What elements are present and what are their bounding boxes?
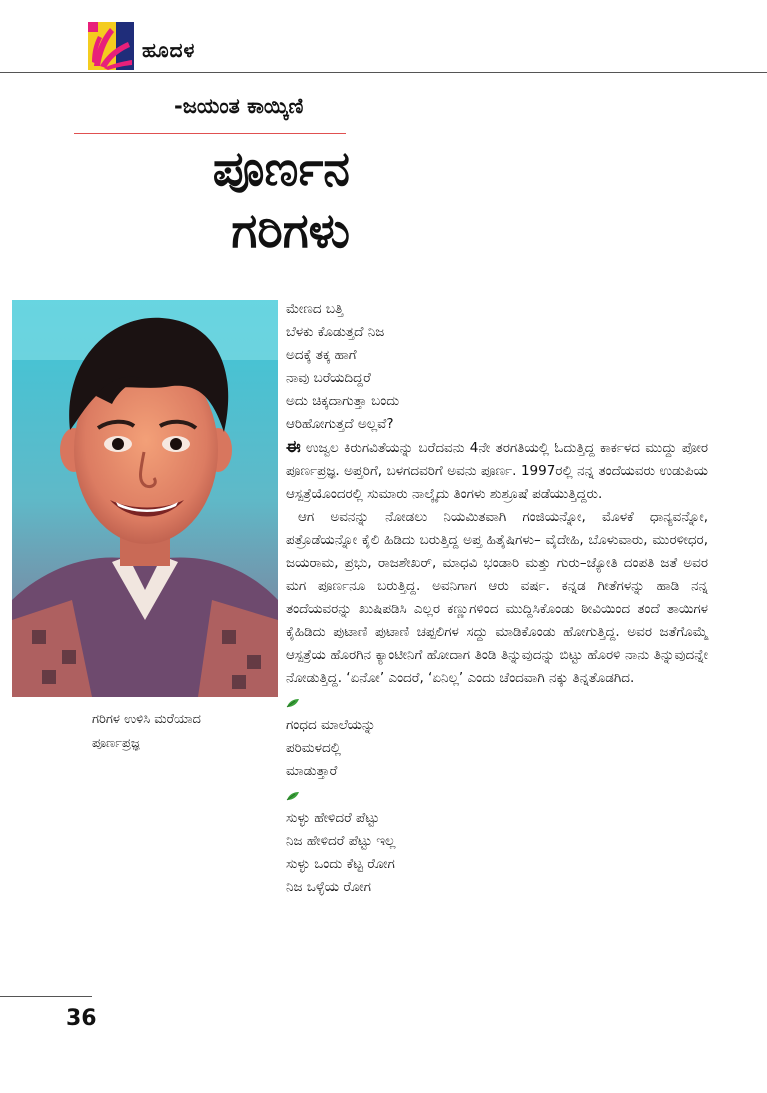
paragraph-text: ಉಜ್ವಲ ಕಿರುಗವಿತೆಯನ್ನು ಬರೆದವನು 4ನೇ ತರಗತಿಯಲ್ಲಿ ಓದುತ್ತಿದ್ದ ಕಾರ್ಕಳದ ಮುದ್ದು ಪೋರ ಪೂರ್ಣಪ್ರಜ್ಞ. ಅಪ್ತರಿಗೆ, ಬಳಗದವರಿಗೆ ಅವನು ಪೂರ್ಣ. 1997ರಲ್ಲಿ ನನ್ನ ತಂದೆಯವರು ಉಡುಪಿಯ ಆಸ್ಪತ್ರೆಯೊಂದರಲ್ಲಿ ಸುಮಾರು ನಾಲ್ಕೈದು ತಿಂಗಳು ಶುಶ್ರೂಷೆ ಪಡೆಯುತ್ತಿದ್ದರು. bbox=[286, 440, 708, 502]
article-title bbox=[150, 138, 350, 262]
caption-line: ಗರಿಗಳ ಉಳಿಸಿ ಮರೆಯಾದ bbox=[92, 712, 201, 727]
title-line: ಗರಿಗಳು bbox=[231, 203, 350, 259]
body-paragraph: ಆಗ ಅವನನ್ನು ನೋಡಲು ನಿಯಮಿತವಾಗಿ ಗಂಜಿಯನ್ನೋ, ಮೊಳಕೆ ಧಾನ್ಯವನ್ನೋ, ಪತ್ರೊಡೆಯನ್ನೋ ಕೈಲಿ ಹಿಡಿದು ಬರುತ್ತಿದ್ದ ಅಪ್ತ ಹಿತೈಷಿಗಳು– ವೈದೇಹಿ, ಬೊಳುವಾರು, ಮುರಳೀಧರ, ಜಯರಾಮ, ಪ್ರಭು, ರಾಜಶೇಖರ್, ಮಾಧವಿ ಭಂಡಾರಿ ಮತ್ತು ಗುರು–ಜ್ಯೋತಿ ದಂಪತಿ ಜತೆ ಅವರ ಮಗ ಪೂರ್ಣನೂ ಬರುತ್ತಿದ್ದ. ಅವನಿಗಾಗ ಆರು ವರ್ಷ. ಕನ್ನಡ ಗೀತೆಗಳನ್ನು ಹಾಡಿ ನನ್ನ ತಂದೆಯವರನ್ನು ಖುಷಿಪಡಿಸಿ ಎಲ್ಲರ ಕಣ್ಣುಗಳಿಂದ ಮುದ್ದಿಸಿಕೊಂಡು ಠೀವಿಯಿಂದ ತಂದೆ ತಾಯಿಗಳ ಕೈಹಿಡಿದು ಪುಟಾಣಿ ಪುಟಾಣಿ ಚಪ್ಪಲಿಗಳ ಸದ್ದು ಮಾಡಿಕೊಂಡು ಹೋಗುತ್ತಿದ್ದ. ಅವರ ಜತೆಗೊಮ್ಮೆ ಆಸ್ಪತ್ರೆಯ ಹೊರಗಿನ ಕ್ಯಾಂಟೀನಿಗೆ ಹೋದಾಗ ತಿಂಡಿ ತಿನ್ನುವುದನ್ನು ಬಿಟ್ಟು ಹೊರಳಿ ನಾನು ತಿನ್ನುವುದನ್ನೇ ನೋಡುತ್ತಿದ್ದ. ‘ಏನೋ’ ಎಂದರೆ, ‘ಏನಿಲ್ಲ’ ಎಂದು ಚೆಂದವಾಗಿ ನಕ್ಕು ತಿನ್ನತೊಡಗಿದ. bbox=[286, 509, 708, 686]
photo-caption bbox=[92, 708, 201, 756]
caption-line: ಪೂರ್ಣಪ್ರಜ್ಞ bbox=[92, 736, 140, 751]
body-paragraph bbox=[286, 436, 708, 506]
poem-line: ಅದಕ್ಕೆ ತಕ್ಕ ಹಾಗೆ bbox=[286, 347, 357, 363]
poem-line: ಸುಳ್ಳು ಒಂದು ಕೆಟ್ಟ ರೋಗ bbox=[286, 856, 395, 872]
poem-line: ಮೇಣದ ಬತ್ತಿ bbox=[286, 301, 344, 317]
poem-line: ಸುಳ್ಳು ಹೇಳಿದರೆ ಪೆಟ್ಟು bbox=[286, 810, 380, 826]
poem-line: ನಿಜ ಒಳ್ಳೆಯ ರೋಗ bbox=[286, 879, 371, 895]
poem-line: ನಿಜ ಹೇಳಿದರೆ ಪೆಟ್ಟು ಇಲ್ಲ bbox=[286, 833, 396, 849]
boy-portrait-photo bbox=[12, 300, 278, 697]
poem-line: ನಾವು ಬರೆಯದಿದ್ದರೆ bbox=[286, 370, 371, 386]
section-name: ಹೂದಳ bbox=[142, 38, 196, 62]
title-line: ಪೂರ್ಣನ bbox=[212, 141, 350, 197]
drop-cap: ಈ bbox=[286, 437, 301, 457]
poem-line: ಗಂಧದ ಮಾಲೆಯನ್ನು bbox=[286, 717, 376, 733]
title-divider bbox=[74, 133, 346, 134]
poem-third bbox=[286, 807, 708, 899]
poem-line: ಮಾಡುತ್ತಾರೆ bbox=[286, 763, 338, 779]
author-byline: -ಜಯಂತ ಕಾಯ್ಕಿಣಿ bbox=[174, 94, 304, 118]
article-body bbox=[286, 298, 708, 899]
poem-opening bbox=[286, 298, 708, 436]
poem-line: ಅದು ಚಿಕ್ಕದಾಗುತ್ತಾ ಬಂದು bbox=[286, 393, 400, 409]
magazine-logo bbox=[88, 22, 134, 70]
header-divider bbox=[0, 72, 767, 73]
poem-second bbox=[286, 714, 708, 783]
leaf-ornament-icon bbox=[286, 791, 300, 801]
page-number: 36 bbox=[66, 1006, 97, 1031]
poem-line: ಪರಿಮಳದಲ್ಲಿ bbox=[286, 740, 341, 756]
poem-line: ಬೆಳಕು ಕೊಡುತ್ತದೆ ನಿಜ bbox=[286, 324, 385, 340]
poem-line: ಆರಿಹೋಗುತ್ತದೆ ಅಲ್ಲವೆ? bbox=[286, 416, 394, 432]
leaf-ornament-icon bbox=[286, 698, 300, 708]
footer-divider bbox=[0, 996, 92, 997]
